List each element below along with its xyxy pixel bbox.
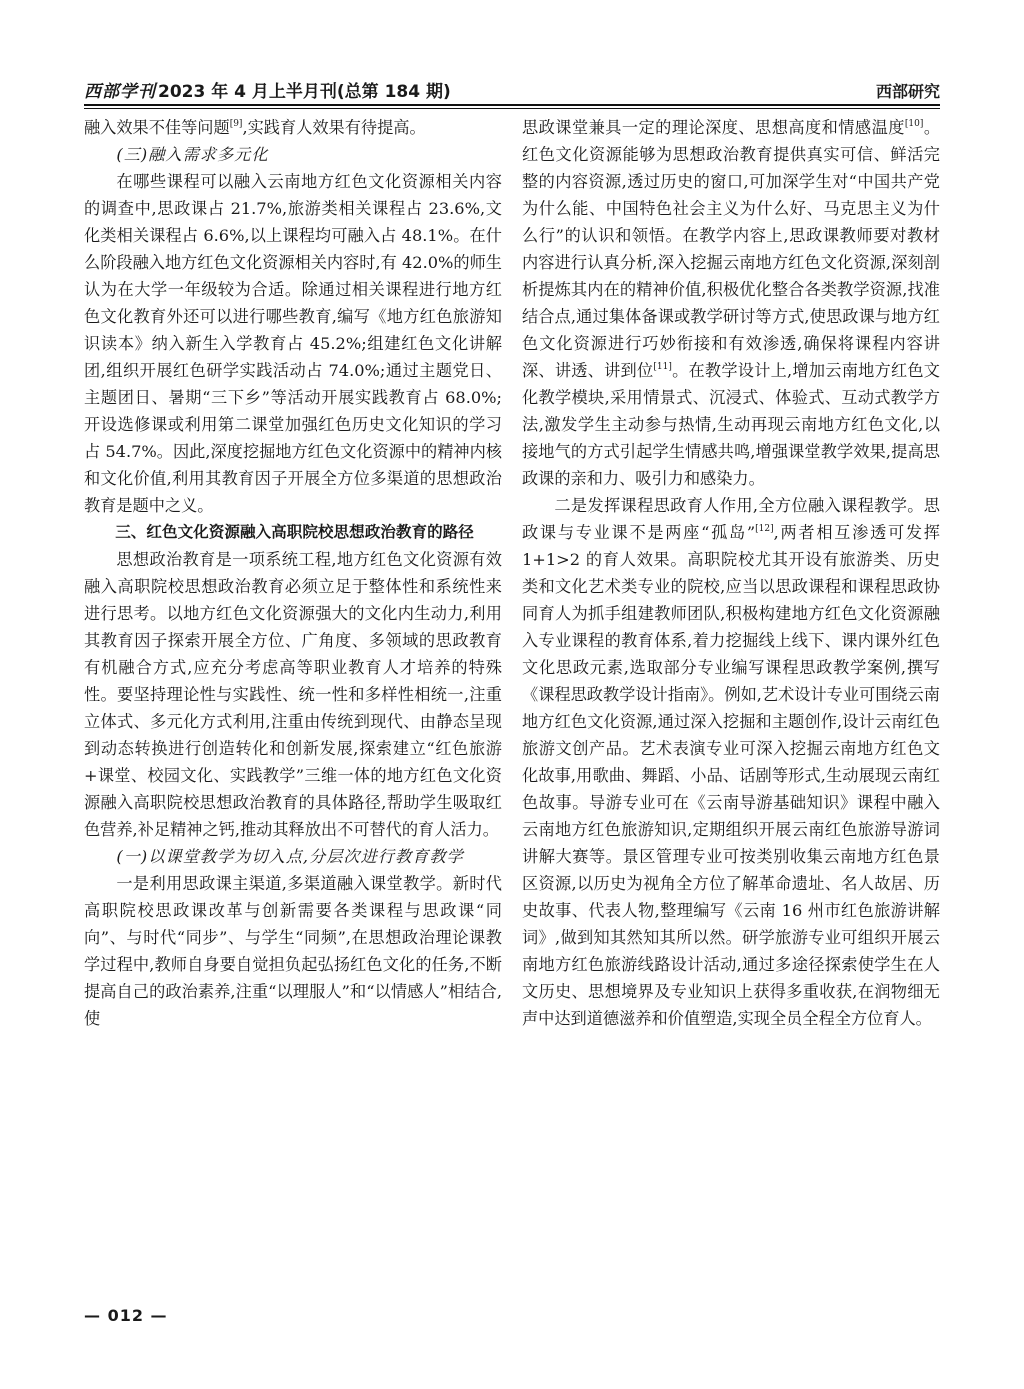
paragraph [522, 114, 940, 492]
header-issue [84, 77, 451, 102]
page-number: — 012 — [84, 1306, 168, 1325]
left-column [84, 114, 502, 1032]
paragraph-text: 。在教学设计上,增加云南地方红色文化教学模块,采用情景式、沉浸式、体验式、互动式教学方法,激发学生主动参与热情,生动再现云南地方红色文化,以接地气的方式引起学生情感共鸣,增强课堂教学效果,提高思政课的亲和力、吸引力和感染力。 [522, 361, 940, 488]
running-header [84, 76, 940, 102]
citation-ref: [11] [653, 362, 672, 372]
issue-info: 2023 年 4 月上半月刊(总第 184 期) [158, 82, 451, 102]
subsection-heading: (三)融入需求多元化 [116, 145, 269, 164]
paragraph: 思想政治教育是一项系统工程,地方红色文化资源有效融入高职院校思想政治教育必须立足于整体性和系统性来进行思考。以地方红色文化资源强大的文化内生动力,利用其教育因子探索开展全方位、广角度、多领域的思政教育有机融合方式,应充分考虑高等职业教育人才培养的特殊性。要坚持理论性与实践性、统一性和多样性相统一,注重立体式、多元化方式利用,注重由传统到现代、由静态呈现到动态转换进行创造转化和创新发展,探索建立“红色旅游+课堂、校园文化、实践教学”三维一体的地方红色文化资源融入高职院校思想政治教育的具体路径,帮助学生吸取红色营养,补足精神之钙,推动其释放出不可替代的育人活力。 [84, 550, 502, 839]
paragraph [522, 492, 940, 1032]
paragraph: 一是利用思政课主渠道,多渠道融入课堂教学。新时代高职院校思政课改革与创新需要各类课程与思政课“同向”、与时代“同步”、与学生“同频”,在思想政治理论课教学过程中,教师自身要自觉担负起弘扬红色文化的任务,不断提高自己的政治素养,注重“以理服人”和“以情感人”相结合,使 [84, 874, 502, 1028]
subsection-heading: (一)以课堂教学为切入点,分层次进行教育教学 [116, 847, 464, 866]
paragraph: 在哪些课程可以融入云南地方红色文化资源相关内容的调查中,思政课占 21.7%,旅游类相关课程占 23.6%,文化类相关课程占 6.6%,以上课程均可融入占 48.1%。在什么阶段融入地方红色文化资源相关内容时,有 42.0%的师生认为在大学一年级较为合适。除通过相关课程进行地方红色文化教育外还可以进行哪些教育,编写《地方红色旅游知识读本》纳入新生入学教育占 45.2%;组建红色文化讲解团,组织开展红色研学实践活动占 74.0%;通过主题党日、主题团日、暑期“三下乡”等活动开展实践教育占 68.0%;开设选修课或利用第二课堂加强红色历史文化知识的学习占 54.7%。因此,深度挖掘地方红色文化资源中的精神内核和文化价值,利用其教育因子开展全方位多渠道的思想政治教育是题中之义。 [84, 172, 502, 515]
journal-logo: 西部学刊 [84, 82, 156, 102]
paragraph-text: ,两者相互渗透可发挥 1+1>2 的育人效果。高职院校尤其开设有旅游类、历史类和文化艺术类专业的院校,应当以思政课程和课程思政协同育人为抓手组建教师团队,积极构建地方红色文化资源融入专业课程的教育体系,着力挖掘线上线下、课内课外红色文化思政元素,选取部分专业编写课程思政教学案例,撰写《课程思政教学设计指南》。例如,艺术设计专业可围绕云南地方红色文化资源,通过深入挖掘和主题创作,设计云南红色旅游文创产品。艺术表演专业可深入挖掘云南地方红色文化故事,用歌曲、舞蹈、小品、话剧等形式,生动展现云南红色故事。导游专业可在《云南导游基础知识》课程中融入云南地方红色旅游知识,定期组织开展云南红色旅游导游词讲解大赛等。景区管理专业可按类别收集云南地方红色景区资源,以历史为视角全方位了解革命遗址、名人故居、历史故事、代表人物,整理编写《云南 16 州市红色旅游讲解词》,做到知其然知其所以然。研学旅游专业可组织开展云南地方红色旅游线路设计活动,通过多途径探索使学生在人文历史、思想境界及专业知识上获得多重收获,在润物细无声中达到道德滋养和价值塑造,实现全员全程全方位育人。 [522, 523, 940, 1028]
right-column [522, 114, 940, 1032]
citation-ref: [12] [755, 524, 774, 534]
citation-ref: [10] [904, 119, 924, 129]
header-rule-thin [84, 108, 940, 109]
section-heading: 三、红色文化资源融入高职院校思想政治教育的路径 [115, 523, 474, 541]
header-rule-thick [84, 104, 940, 106]
paragraph-text: 融入效果不佳等问题 [84, 118, 230, 137]
paragraph [84, 114, 502, 141]
citation-ref: [9] [229, 119, 243, 129]
paragraph-text: 。红色文化资源能够为思想政治教育提供真实可信、鲜活完整的内容资源,透过历史的窗口,可加深学生对“中国共产党为什么能、中国特色社会主义为什么好、马克思主义为什么行”的认识和领悟。在教学内容上,思政课教师要对教材内容进行认真分析,深入挖掘云南地方红色文化资源,深刻剖析提炼其内在的精神价值,积极优化整合各类教学资源,找准结合点,通过集体备课或教学研讨等方式,使思政课与地方红色文化资源进行巧妙衔接和有效渗透,确保将课程内容讲深、讲透、讲到位 [522, 118, 941, 380]
section-label: 西部研究 [875, 82, 940, 101]
paragraph-text: 思政课堂兼具一定的理论深度、思想高度和情感温度 [522, 118, 905, 137]
paragraph-text: ,实践育人效果有待提高。 [242, 118, 426, 137]
paragraph-text: 二是发挥课程思政育人作用,全方位融入课程教学。思政课与专业课不是两座“孤岛” [522, 496, 940, 542]
